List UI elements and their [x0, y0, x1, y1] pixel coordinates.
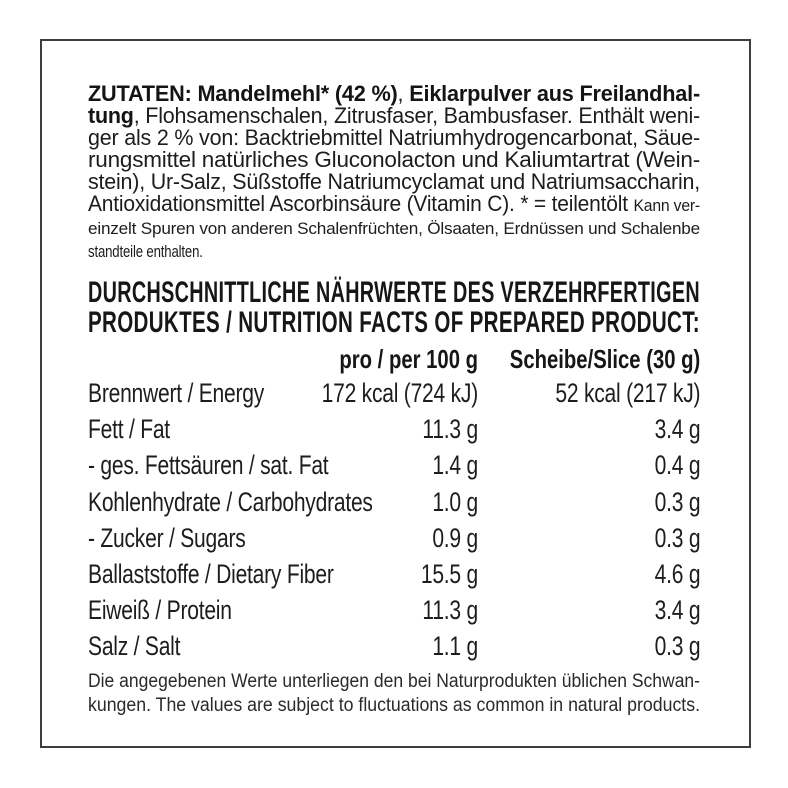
ingredients-line [88, 217, 700, 240]
ingredients-line [88, 127, 700, 149]
nutrition-label [88, 83, 700, 718]
ingredients-text: einzelt Spuren von anderen Schalenfrüchten, Ölsaaten, Erdnüssen und Schalenbe [88, 220, 700, 238]
ingredients-text: ger als 2 % von: Backtriebmittel Natriumhydrogencarbonat, Säue- [88, 125, 700, 150]
disclaimer [88, 670, 700, 718]
value-per-100g: 11.3 g [422, 414, 478, 445]
ingredients-text: Antioxidationsmittel Ascorbinsäure (Vitamin C). * = teilentölt [88, 191, 634, 216]
ingredients-line [88, 149, 700, 171]
nutrient-label: - ges. Fettsäuren / sat. Fat [88, 450, 329, 481]
ingredients-text: ZUTATEN: Mandelmehl* (42 %) [88, 81, 398, 106]
nutrient-label: Eiweiß / Protein [88, 595, 232, 626]
value-per-slice: 0.3 g [654, 631, 701, 662]
value-per-100g: 1.0 g [432, 486, 478, 517]
value-per-100g: 1.1 g [432, 631, 478, 662]
table-row [88, 628, 700, 664]
ingredients-paragraph [88, 83, 700, 262]
value-per-slice: 4.6 g [654, 558, 701, 589]
table-row [88, 520, 700, 556]
ingredients-text: rungsmittel natürliches Gluconolacton und Kaliumtartrat (Wein- [88, 147, 700, 172]
nutrient-label: Salz / Salt [88, 631, 181, 662]
ingredients-line [88, 83, 700, 105]
table-row [88, 375, 700, 411]
value-per-100g: 15.5 g [420, 558, 478, 589]
ingredients-text: Eiklarpulver aus Freilandhal- [409, 81, 700, 106]
table-row [88, 556, 700, 592]
nutrient-label: Brennwert / Energy [88, 378, 265, 408]
value-per-slice: 3.4 g [654, 595, 701, 626]
nutrition-table [88, 343, 700, 665]
nutrition-title-line: DURCHSCHNITTLICHE NÄHRWERTE DES VERZEHRFERTIGEN [88, 276, 700, 309]
column-header-per-slice: Scheibe/Slice (30 g) [509, 344, 701, 374]
nutrition-title-line: PRODUKTES / NUTRITION FACTS OF PREPARED PRODUCT: [88, 306, 700, 339]
ingredients-line [88, 193, 700, 217]
nutrition-title [88, 278, 700, 338]
value-per-slice: 0.3 g [654, 486, 701, 517]
table-header-row [88, 343, 700, 375]
ingredients-line [88, 105, 700, 127]
value-per-slice: 0.3 g [654, 522, 701, 553]
table-row [88, 592, 700, 628]
ingredients-text: , [397, 81, 410, 106]
value-per-slice: 52 kcal (217 kJ) [555, 378, 701, 408]
value-per-100g: 172 kcal (724 kJ) [321, 378, 478, 408]
nutrient-label: Fett / Fat [88, 414, 170, 445]
table-row [88, 411, 700, 447]
table-row [88, 484, 700, 520]
ingredients-text: stein), Ur-Salz, Süßstoffe Natriumcyclamat und Natriumsaccharin, [88, 169, 700, 194]
nutrient-label: Kohlenhydrate / Carbohydrates [88, 486, 373, 517]
ingredients-text: , Flohsamenschalen, Zitrusfaser, Bambusfaser. Enthält weni- [133, 103, 701, 128]
nutrient-label: Ballaststoffe / Dietary Fiber [88, 558, 334, 589]
value-per-100g: 1.4 g [432, 450, 478, 481]
ingredients-line [88, 240, 203, 263]
column-header-per-100g: pro / per 100 g [339, 344, 478, 374]
disclaimer-line: Die angegebenen Werte unterliegen den bei Naturprodukten üblichen Schwan- [88, 670, 700, 692]
nutrient-label: - Zucker / Sugars [88, 522, 246, 553]
value-per-slice: 3.4 g [654, 414, 701, 445]
value-per-100g: 11.3 g [422, 595, 478, 626]
value-per-slice: 0.4 g [654, 450, 701, 481]
value-per-100g: 0.9 g [432, 522, 478, 553]
ingredients-text: standteile enthalten. [88, 242, 203, 261]
ingredients-text: tung [88, 103, 134, 128]
ingredients-line [88, 171, 700, 193]
ingredients-text: Kann ver- [633, 197, 700, 215]
disclaimer-line: kungen. The values are subject to fluctuations as common in natural products. [88, 694, 700, 716]
table-row [88, 447, 700, 483]
